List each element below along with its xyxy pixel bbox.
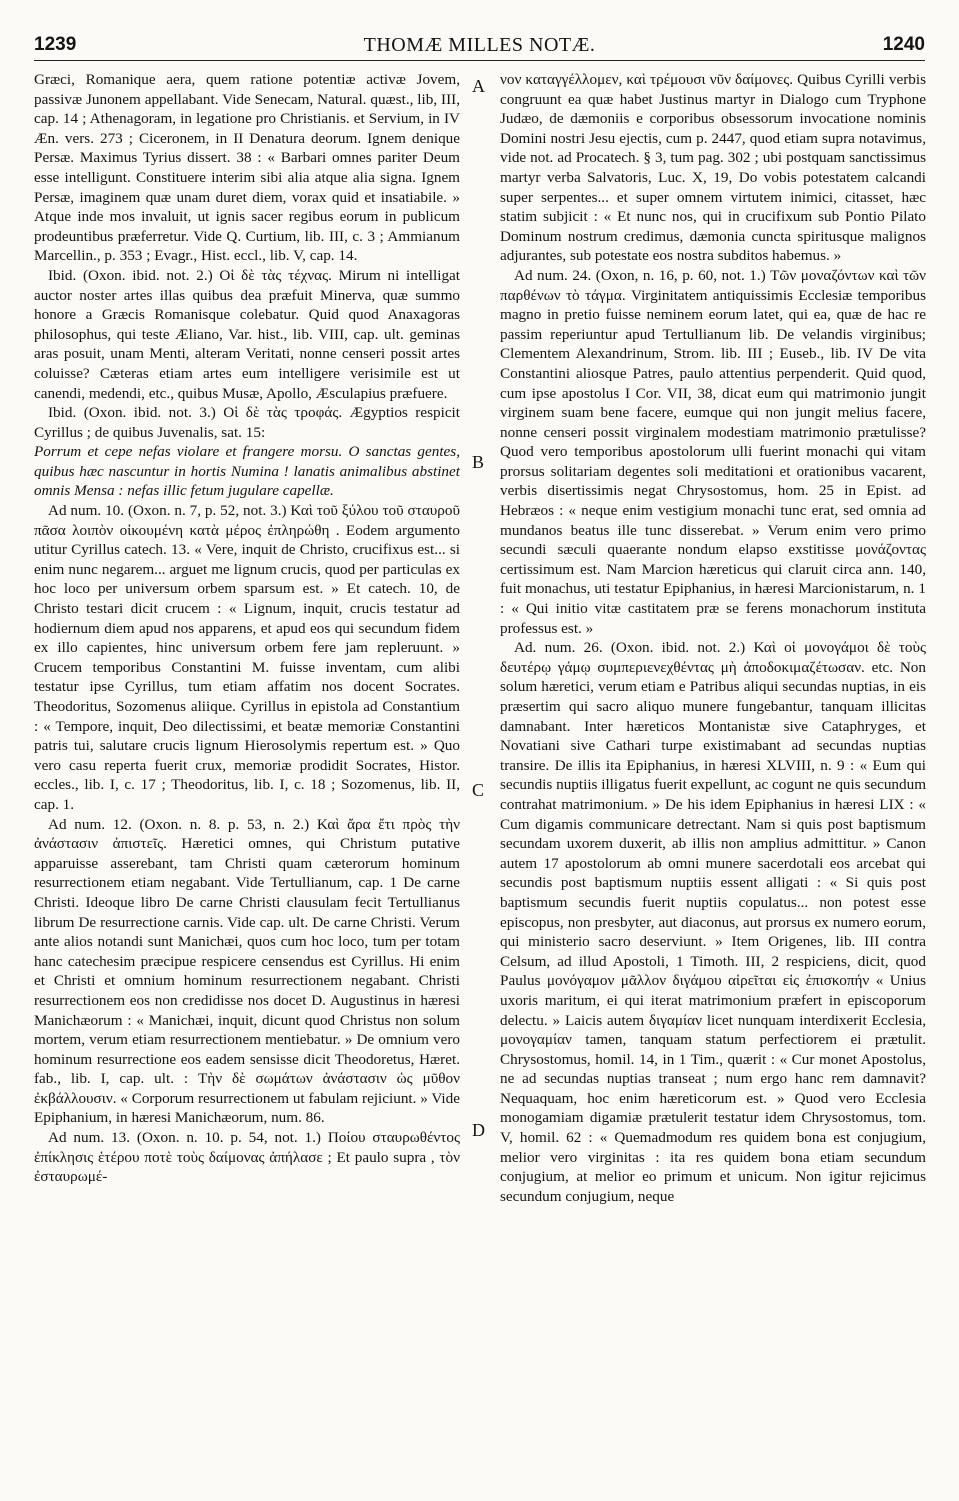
margin-letter-a: A [472, 76, 485, 96]
right-column [500, 70, 926, 1495]
left-page-number: 1239 [34, 34, 77, 55]
paragraph: νον καταγγέλλομεν, καὶ τρέμουσι νῦν δαίμονες. Quibus Cyrilli verbis congruunt ea quæ habet Justinus martyr in Dialogo cum Tryphone Judæo, de dæmoniis e corporibus obsessorum invocatione nominis Domini nostri Jesu ejectis, cum p. 2447, quod etiam supra notavimus, vide not. ad Procatech. § 3, tum pag. 302 ; ubi postquam sanctissimus martyr verba Salvatoris, Luc. X, 19, Do vobis potestatem calcandi super serpentes... et super omnem virtutem inimici, citasset, hæc statim subjicit : « Et nunc nos, qui in crucifixum sub Pontio Pilato Dominum nostrum credimus, dæmonia cuncta spiritusque malignos adjurantes, sub potestate eos nostra subditos habemus. » [500, 71, 926, 265]
paragraph: Ad num. 24. (Oxon, n. 16, p. 60, not. 1.) Τῶν μοναζόντων καὶ τῶν παρθένων τὸ τάγμα. Virginitatem antiquissimis Ecclesiæ temporibus magno in pretio fuisse neminem eorum latet, qui ea, quæ de hac re passim reperiuntur apud Tertullianum lib. De velandis virginibus; Clementem Alexandrinum, Strom. lib. III ; Euseb., lib. IV De vita Constantini aliosque Patres, paulo attentius perpenderit. Quid quod, cum ipse apostolus I Cor. VII, 38, dicat eum qui matrimonio jungit virginem suam bene facere, eumque qui non jungit melius facere, nonne censeri possit virginalem modestiam matrimonio prætulisse? Quod vero temporibus apostolorum ulli fuerint monachi qui vitam prorsus solitariam degentes soli meditationi et orationibus vacarent, verbis disertissimis negat Chrysostomus, hom. 25 in Epist. ad Hebræos : « neque enim vestigium monachi tunc erat, sed omnia ad mundanos beatus ille tunc disserebat. » Verum enim vero primo secundi sæculi quaerante nondum elapso exstitisse μονάζοντας certissimum est. Nam Marcion hæreticus qui claruit circa ann. 140, fuit monachus, uti testatur Epiphanius, in hæresi Marcionistarum, n. 1 : « Qui initio vitæ castitatem præ se ferens monachorum instituta professus est. » [500, 266, 926, 637]
left-column [34, 70, 460, 1495]
paragraph: Ibid. (Oxon. ibid. not. 3.) Οἱ δὲ τὰς τροφάς. Ægyptios respicit Cyrillus ; de quibus Juvenalis, sat. 15: [34, 404, 460, 441]
margin-letter-c: C [472, 780, 485, 800]
page-header [34, 34, 925, 61]
paragraph: Ibid. (Oxon. ibid. not. 2.) Οἱ δὲ τὰς τέχνας. Mirum ni intelligat auctor noster artes illas quibus dea præfuit Minerva, quæ summo honore a Græcis Romanisque colebatur. Quid quod Anaxagoras philosophus, qui teste Æliano, Var. hist., lib. VIII, cap. ult. geminas aras posuit, unam Menti, alteram Veritati, nonne censeri possit artes coluisse? Cæteras etiam artes eum intelligere verisimile est ut canendi, medendi, etc., quibus Musæ, Apollo, Æsculapius præfuere. [34, 266, 460, 402]
paragraph: Ad num. 13. (Oxon. n. 10. p. 54, not. 1.) Ποίου σταυρωθέντος ἐπίκλησις ἑτέρου ποτὲ τοὺς δαίμονας ἀπήλασε ; Et paulo supra , τὸν ἐσταυρωμέ- [34, 1129, 460, 1186]
running-title: THOMÆ MILLES NOTÆ. [363, 34, 596, 56]
right-page-number: 1240 [882, 34, 925, 55]
paragraph: Græci, Romanique aera, quem ratione potentiæ activæ Jovem, passivæ Junonem appellabant. Vide Senecam, Natural. quæst., lib, III, cap. 14 ; Athenagoram, in legatione pro Christianis. et Servium, in IV Æn. vers. 273 ; Ciceronem, in II Denatura deorum. Ignem denique Persæ. Maximus Tyrius dissert. 38 : « Barbari omnes pariter Deum esse intelligunt. Constituere interim sibi alia atque alia signa. Ignem Persæ, imaginem quæ unam duret diem, vorax quid et insatiabile. » Atque inde mos invaluit, ut ignis sacer regibus eorum in publicum prodeuntibus præferretur. Vide Q. Curtium, lib. III, c. 3 ; Ammianum Marcellin., p. 353 ; Evagr., Hist. eccl., lib. V, cap. 14. [34, 71, 460, 265]
verse-quote: Porrum et cepe nefas violare et frangere morsu. O sanctas gentes, quibus hæc nascuntur in hortis Numina ! lanatis animalibus abstinet omnis Mensa : nefas illic fetum jugulare capellæ. [34, 443, 460, 500]
margin-letter-d: D [472, 1120, 485, 1140]
paragraph: Ad num. 12. (Oxon. n. 8. p. 53, n. 2.) Καὶ ἄρα ἔτι πρὸς τὴν ἀνάστασιν ἀπιστεῖς. Hæretici omnes, qui Christum putative apparuisse asserebant, tam Christi quam cæterorum hominum resurrectionem etiam negabant. Vide Tertullianum, cap. 1 De carne Christi. Ideoque libro De carne Christi clausulam fecit Tertullianus librum De resurrectione carnis. Vide cap. ult. De carne Christi. Verum ante alios notandi sunt Manichæi, quos cum hoc loco, tum per totam hanc catechesim præcipue respicere censendus est Cyrillus. Hi enim et Christi et omnium hominum resurrectionem negabant. Christi resurrectionem eos non credidisse nos docet D. Augustinus in hæresi Manichæorum : « Manichæi, inquit, dicunt quod Christus non solum mortem, verum etiam resurrectionem mentiebatur. » De omnium vero hominum resurrectione eos eadem sensisse dicit Theodoretus, Hæret. fab., lib. I, cap. ult. : Τὴν δὲ σωμάτων ἀνάστασιν ὡς μῦθον ἐκβάλλουσιν. « Corporum resurrectionem ut fabulam rejiciunt. » Vide Epiphanium, in hæresi Manichæorum, num. 86. [34, 815, 460, 1127]
paragraph: Ad. num. 26. (Oxon. ibid. not. 2.) Καὶ οἱ μονογάμοι δὲ τοὺς δευτέρῳ γάμῳ συμπεριενεχθέντας μὴ ἀποδοκιμαζέτωσαν. etc. Non solum hæretici, verum etiam e Patribus aliqui secundas nuptias, in eis præsertim qui sacro aliquo munere fungebantur, tanquam illicitas damnabant. Inter hæreticos Montanistæ sive Cataphryges, et Novatiani sive Cathari turpe existimabant ad secundas nuptias transire. De illis ita Epiphanius, in hæresi XLVIII, n. 9 : « Eum qui secundis nuptiis illigatus fuerit expellunt, ac cogunt ne quis secundum contrahat matrimonium. » De his idem Epiphanius in hæresi LIX : « Cum digamis communicare detrectant. Nam si quis post baptismum secundam uxorem duxerit, ab illis non amplius admittitur. » Canon autem 17 apostolorum ab omni munere sacerdotali eos arcebat qui secundis post baptismum nuptiis essent alligati : « Si quis post baptismum secundis fuerit nuptiis copulatus... non potest esse episcopus, non presbyter, aut diaconus, aut prorsus ex numero eorum, qui ministerio sacro deserviunt. » Item Origenes, lib. III contra Celsum, ad illud Apostoli, 1 Timoth. III, 2 respiciens, dicit, quod Paulus μονόγαμον μᾶλλον διγάμου αἱρεῖται εἰς ἐπισκοπήν « Unius uxoris maritum, ei qui iterat matrimonium præfert in episcoporum delectu. » Laicis autem διγαμίαν licet nunquam interdixerit Ecclesia, μονογαμίαν tamen, tanquam statum perfectiorem ei prætulit. Chrysostomus, homil. 14, in 1 Tim., quærit : « Cur monet Apostolus, ne ad secundas nuptias transeat ; num ergo hanc rem damnavit? Nequaquam, hoc enim hæreticorum est. » Quod vero Ecclesia monogamiam digamiæ prætulerit testatur idem Chrysostomus, tom. V, homil. 62 : « Quemadmodum res quidem bona est conjugium, melior vero virginitas : ita res quidem bona etiam secundum conjugium, at melior eo primum et unicum. Non igitur rejicimus secundum conjugium, neque [500, 639, 926, 1205]
margin-letter-b: B [472, 452, 485, 472]
paragraph: Ad num. 10. (Oxon. n. 7, p. 52, not. 3.) Καὶ τοῦ ξύλου τοῦ σταυροῦ πᾶσα λοιπὸν οἰκουμένη κατὰ μέρος ἐπληρώθη . Eodem argumento utitur Cyrillus catech. 13. « Vere, inquit de Christo, crucifixus est... si enim nunc negarem... arguet me lignum crucis, quod per particulas ex hoc loco per universum orbem sparsum est. » Et catech. 10, de Christo testari dicit crucem : « Lignum, inquit, crucis testatur ad hodiernum diem apud nos apparens, et apud eos qui secundum fidem ex illo capientes, hinc universum orbem fere jam repleruunt. » Crucem temporibus Constantini M. fuisse inventam, cum alibi testatur ipse Cyrillus, tum etiam affatim nos docent Socrates. Theodoritus, Sozomenus aliique. Cyrillus in epistola ad Constantium : « Tempore, inquit, Deo dilectissimi, et beatæ memoriæ Constantini patris tui, salutare crucis lignum Hierosolymis repertum est. » Quo vero casu reperta fuerit crux, memoriæ prodidit Socrates, Histor. eccles., lib. I, c. 17 ; Theodoritus, lib. I, c. 18 ; Sozomenus, lib. II, cap. 1. [34, 502, 460, 813]
